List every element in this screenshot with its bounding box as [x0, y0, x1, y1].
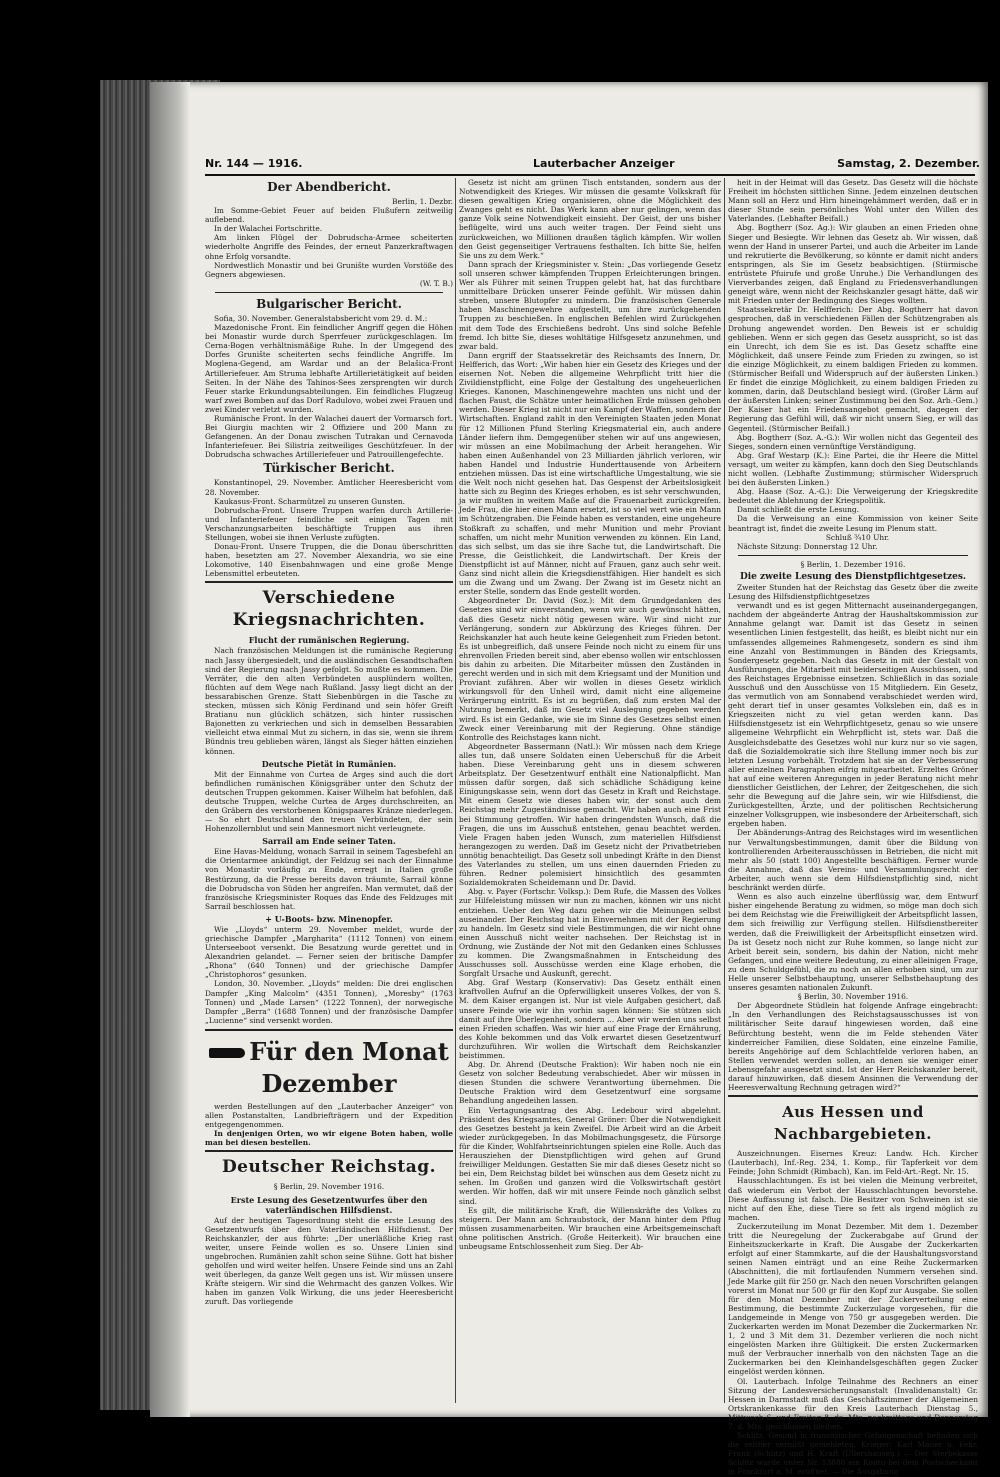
paragraph: Zuckerzuteilung im Monat Dezember. Mit dem 1. Dezember tritt die Neuregelung der Zuckerabgabe auf Grund der Einheitszuckerkarte in Kraft. Die Ausgabe der Zuckerkarten erfolgt auf einer Stammkarte, auf die der Haushaltungsvorstand seinen Namen einträgt und an eine Reihe Zuckermarken (Abschnitten), die mit fortlaufenden Nummern versehen sind. Jede Marke gilt für 250 gr. Nach den neuen Vorschriften gelangen vorerst im Monat nur 500 gr für den Kopf zur Ausgabe. Sie sollen für den Monat Dezember mit der Zuckerverteilung eine Bestimmung, die bestimmte Zuckerzulage vorgesehen, für die Landgemeinde in Menge von 750 gr ausgegeben werden. Die Zuckerkarten werden im Monat Dezember die Zuckermarken Nr. 1, 2 und 3 Mit dem 31. Dezember verlieren die noch nicht eingelösten Marken ihre Gültigkeit. Die ersten Zuckermarken muß der Verbraucher innerhalb von den nächsten Tage an die Zuckermarken bei den Kleinhandelsgeschäften gegen Zucker eingelöst werden können. — [728, 1221, 978, 1377]
paragraph: Hausschlachtungen. Es ist bei vielen die Meinung verbreitet, daß wiederum ein Verbot der Hausschlachtungen bevorstehe. Diese Auffassung ist falsch. Die Besitzer von Schweinen ist sie nicht auf den Ehe, diese Tiere so fett als irgend möglich zu machen. — [728, 1176, 978, 1222]
newspaper-title: Lauterbacher Anzeiger — [533, 157, 675, 170]
section-title: Bulgarischer Bericht. — [256, 296, 402, 311]
section-title: Verschiedene Kriegsnachrichten. — [232, 588, 426, 631]
paragraph: Staatssekretär Dr. Helfferich: Der Abg. Bogtherr hat davon gesprochen, daß in verschiedenen Fällen der Schützengraben als Drohung angewendet worden. Den Beweis ist er schuldig geblieben. Wenn er sich gegen das Gesetz ausspricht, so ist das ein Unrecht, ich dem Sie es ist. Das Gesetz schaffte eine Möglichkeit, daß unsere Feinde zum Frieden zu zwingen, so ist die einzige Möglichkeit, zu einem baldigen Frieden zu kommen. (Stürmischer Beifall und Widerspruch auf der äußersten Linken.) Er findet die einzige Möglichkeit, zu einem baldigen Frieden zu kommen, darin, daß Deutschland besiegt wird. (Großer Lärm auf der äußersten Linken; seiner Zustimmung bei den Soz. Arb.-Gem.) Der Kaiser hat ein Friedensangebot gemacht, dagegen der Regierung das Gefühl will, daß wir nicht unsern Sieg, er will das Gegenteil. (Stürmischer Beifall.) — [728, 305, 979, 433]
paragraph: Wie „Lloyds“ unterm 29. November meldet, wurde der griechische Dampfer „Margharita“ (1112 Tonnen) von einem Unterseeboot versenkt. Die Besatzung wurde gerettet und in Alexandrien gelandet. — Ferner seien der britische Dampfer „Rhona“ (640 Tonnen) und der griechische Dampfer „Christophoros“ gesunken. — [205, 924, 453, 980]
paragraph: Mit der Einnahme von Curtea de Argeș sind auch die dort befindlichen rumänischen Königsgräber unter den Schutz der deutschen Truppen gekommen. Kaiser Wilhelm hat befohlen, daß deutsche Truppen, welche Curtea de Argeș durchschreiten, an den Gräbern des verstorbenen Königspaares Kränze niederlegen. — So ehrt Deutschland den treuen Verbündeten, der sein Hohenzollernblut und sein Mannesmort nicht verleugnete. — [205, 769, 453, 834]
paragraph: Rumänische Front. In der Walachei dauert der Vormarsch fort. Bei Giurgiu machten wir 2 Offiziere und 200 Mann zu Gefangenen. An der Donau zwischen Tutrakan und Cernavoda Infanteriefeuer. Bei Silistria zeitweiliges Geschützfeuer. In der Dobrudscha schwaches Artilleriefeuer und Patrouillengefechte. — [205, 413, 453, 460]
paragraph: Dann sprach der Kriegsminister v. Stein: „Das vorliegende Gesetz soll unseren schwer kämpfenden Truppen Erleichterungen bringen. Wer als Führer mit seinen Truppen gelebt hat, hat das furchtbare unmittelbare Drücken unserer Feinde gefühlt. Wir müssen dahin streben, unsere Blutopfer zu mindern. Die französischen Generale haben Maschinengewehre aufgestellt, um ihre zurückgehenden Truppen zu beschießen. In englischen Befehlen wird Zurückgehen mit dem Tode des Erschießens bedroht. Uns sind solche Befehle fremd. Ich bitte Sie, dieses wohltätige Hilfsgesetz anzunehmen, und zwar bald. — [459, 259, 721, 351]
section-title: Deutscher Reichstag. — [221, 1157, 437, 1178]
paragraph: Abg. Dr. Ahrend (Deutsche Fraktion): Wir haben noch nie ein Gesetz von solcher Bedeutung verabschiedet. Aber wir müssen in diesen Stunden die schwere Verantwortung übernehmen. Die Deutsche Fraktion wird dem Gesetzentwurf eine sorgsame Behandlung angedeihen lassen. — [459, 1060, 721, 1106]
section-title: Der Abendbericht. — [267, 180, 391, 194]
paragraph: Nach französischen Meldungen ist die rumänische Regierung nach Jassy übergesiedelt, und die ausländischen Gesandtschaften sind der Regierung nach Jassy gefolgt. So mußte es kommen. Die Verräter, die den alten Verbündeten ausplündern wollten, flüchten auf dem Wege nach Rußland. Jassy liegt dicht an der bessarabischen Grenze. Statt Siebenbürgen in die Tasche zu stecken, müssen sich König Ferdinand und sein höfer Greift Bratianu nun glücklich schätzen, sich hinter russischen Bajonetten zu verkriechen und sich in demselben Bessarabien vielleicht etwa einmal Mut zu sichern, in das sie, wenn sie ihrem Bündnis treu geblieben wären, längst als Sieger hätten einziehen können. — [205, 646, 453, 756]
binding-shadow — [150, 82, 190, 1417]
paragraph: In denjenigen Orten, wo wir eigene Boten haben, wolle man bei diesen bestellen. — [205, 1129, 453, 1148]
paragraph: Dann ergriff der Staatssekretär des Reichsamts des Innern, Dr. Helfferich, das Wort: „Wir haben hier ein Gesetz des Krieges und der eisernen Not. Neben die allgemeine Wehrpflicht tritt hier die Zivildienstpflicht, eine Folge der Gestaltung des ungeheuerlichen Krieges. Kanonen, Maschinengewehre machten uns nicht und der flachen Faust, die Schätze unter heimatlichen Erde müssen gehoben werden. Dieser Krieg ist nicht nur ein Kampf der Waffen, sondern der Wirtschaften. England zahlt in den Vereinigten Staaten jeden Monat für 12 Millionen Pfund Sterling Kriegsmaterial ein, auch andere Länder liefern ihm. Demgegenüber stehen wir auf uns angewiesen, wir müssen an eine Mobilmachung der Arbeit herangehen. Wir haben einen Außenhandel von 23 Milliarden jährlich verloren, wir haben Handel und Industrie Hunderttausende von Arbeitern entziehen müssen. Das ist eine wirtschaftliche Umgestaltung, wie sie die Welt noch nicht gesehen hat. Das Gespenst der Arbeitslosigkeit hatte sich zu Beginn des Krieges erhoben, es ist sehr verschwunden, ja wir mußten in weitem Maße auf die Frauenarbeit zurückgreifen. Jede Frau, die hier einen Mann ersetzt, ist so viel wert wie ein Mann im Schützengraben. Die Feinde haben es verstanden, eine ungeheure Stoßkraft zu schaffen, und mehr Munition und mehr Proviant schaffen, um nicht mehr Munition verwenden zu können. Ein Land, das sich selbst, um das sie ihre Sache tut, die Landwirtschaft. Die Presse, die Geistlichkeit, die Landwirtschaft. Der Kreis der Dienstpflicht ist auf Männer, nicht auf Frauen, ganz auch sehr weit. Ganz sind nicht allein die Kriegsdienstfähigen. Hier handelt es sich um die Zwang und um Zwang. Der Zwang ist im Gesetz nicht an erster Stelle, sondern das Ende gestellt worden. — [459, 350, 722, 597]
signature: (W. T. B.) — [419, 278, 453, 288]
dateline: § Berlin, 29. November 1916. — [273, 1182, 385, 1192]
paragraph: Abg. Bogtherr (Soz. Ag.): Wir glauben an einen Frieden ohne Sieger und Besiegte. Wir lehnen das Gesetz ab. Wir wissen, daß wenn der Hand in unserer Partei, und auch die Arbeiter im Lande und rekrutierte die Bevölkerung, so könnte er damit nicht anders entspringen, als Sie im Gesetz beabsichtigen. (Stürmische entrüstete Pfuirufe und große Unruhe.) Die Verhandlungen des Vierverbandes zeigen, daß England zu Friedensverhandlungen geneigt wäre, wenn nicht der Reichskanzler gesagt hätte, daß wir mit Frieden unter der Bedingung des Sieges wollten. — [728, 223, 978, 306]
paragraph: Donau-Front. Unsere Truppen, die die Donau überschritten haben, besetzten am 27. November Alexandria, wo sie eine Lokomotive, 140 Eisenbahnwagen und eine große Menge Lebensmittel erbeuteten. — [205, 542, 453, 579]
subsection-title: Deutsche Pietät in Rumänien. — [261, 758, 397, 769]
dateline: Berlin, 1. Dezbr. — [392, 197, 453, 206]
paragraph: Abg. Graf Westarp (Konservativ): Das Gesetz enthält einen kraftvollen Aufruf an die Opferwilligkeit unseres Volkes, der von S. M. dem Kaiser ergangen ist. Nur ist viele Aufgaben gesichert, daß unsere Feinde wie wir ihn vorhin sagen können: Sie stützen sich damit auf ihre Überlegenheit, sondern ... Aber wir werden uns selbst einen Frieden schaffen. Was wir hier auf eine Frage der Ernährung, des Kohle bekommen und das Volk erwartet diesen Gesetzentwurf durchzuführen. Wir wollen die Wirtschaft dem Reichskanzler beistimmen. — [459, 978, 721, 1060]
divider — [738, 555, 968, 556]
paragraph: Sofia, 30. November. Generalstabsbericht vom 29. d. M.: — [214, 313, 428, 323]
paragraph: Ol. Lauterbach. Infolge Teilnahme des Rechners an einer Sitzung der Landesversicherungsanstalt (Invalidenanstalt) Gr. Hessen in Darmstadt muß das Geschäftszimmer der Allgemeinen Ortskrankenkasse für den Kreis Lauterbach Dienstag 5., Mittwoch 6. und Freitag 8. ds. Mts. nachmittags und Donnerstag 7. d. Mts. geschlossen bleiben. — [728, 1376, 978, 1431]
paragraph: werden Bestellungen auf den „Lauterbacher Anzeiger“ von allen Postanstalten, Landbriefträgern und der Expedition entgegengenommen. — [205, 1101, 453, 1130]
column-3 — [728, 178, 979, 1477]
page-header — [205, 157, 980, 175]
paragraph: Es gilt, die militärische Kraft, die Willenskräfte des Volkes zu steigern. Der Mann am Schraubstock, der Mann hinter dem Pflug müssen zusammenarbeiten. Wir brauchen eine Arbeitsgemeinschaft ohne politischen Anstrich. (Große Heiterkeit). Wir brauchen eine unbeugsame Entschlossenheit zum Sieg. Der Ab- — [459, 1205, 721, 1251]
paragraph: Abg. Haase (Soz. A.-G.): Die Verweigerung der Kriegskredite bedeutet die Ablehnung der Kriegspolitik. — [728, 487, 978, 506]
paragraph: Abgeordneter Bassermann (Natl.): Wir müssen nach dem Kriege alles tun, daß unsere Soldaten einen Ueberschuß für die Arbeit haben. Diese Vereinbarung geht uns in diesem schweren Arbeitsplatz. Der Gesetzentwurf enthält eine Nationalpflicht. Man müssen dafür sorgen, daß sich schädliche Schädigung keine Einigungskasse sein, wenn dort das Gesetz in Kraft und Reichstage. Mit einem Gesetz wie dieses haben wir, der sonst auch dem Reichstag mehr Zugeständnisse gemacht. Wir haben auch eine Frist bei Stimmung getroffen. Wir haben dringendsten Wunsch, daß die Fragen, die uns im Ausschuß entstehen, genau beachtet werden. Viele Fragen haben jeden Wunsch, zum materiellen Hilfsdienst herangezogen zu werden. Daß im Gesetz nicht der Privatbetrieben unnötig benachteiligt. Das Gesetz soll unbedingt Kräfte in den Dienst des Vaterlandes zu stellen, um uns einen dauernden Frieden zu führen. Redner polemisiert hinsichtlich des gesammten Sozialdemokraten Scheidemann und Dr. David. — [459, 741, 721, 888]
notice-title: Dezember — [261, 1068, 397, 1098]
dateline: § Berlin, 30. November 1916. — [797, 992, 909, 1002]
paragraph: Mazedonische Front. Ein feindlicher Angriff gegen die Höhen bei Monastir wurde durch Sperrfeuer zurückgeschlagen. Im Cerna-Bogen verhältnismäßige Ruhe. In der Umgegend des Dorfes Grunište scheiterten sechs feindliche Angriffe. Im Moglena-Gegend, am Wardar und an der Belašica-Front Artilleriefeuer. Am Struma lebhafte Artillerietätigkeit auf beiden Seiten. In der Nähe des Tahinos-Sees zersprengten wir durch Feuer starke Erkundungsabteilungen. Ein feindliches Flugzeug warf zwei Bomben auf das Dorf Radulovo, wobei zwei Frauen und zwei Kinder verletzt wurden. — [205, 323, 453, 414]
subsection-title: + U-Boots- bzw. Minenopfer. — [265, 913, 393, 924]
paragraph: Nächste Sitzung: Donnerstag 12 Uhr. — [737, 541, 878, 551]
paragraph: Der Abgeordnete Stüdlein hat folgende Anfrage eingebracht: „In den Verhandlungen des Reichstagsausschusses ist von militärischer Seite darauf hingewiesen worden, daß eine Befürchtung besteht, wenn die im Felde stehenden Väter kinderreicher Familien, diese Soldaten, eine einzelne Familie, bereits Angehörige auf dem Schlachtfelde verloren haben, an Stellen verwendet werden sollen, an denen sie weniger einer Lebensgefahr ausgesetzt sind. Ist der Herr Reichskanzler bereit, darauf hinzuwirken, daß diesem Ansinnen die Verwendung der Heeresverwaltung Rechnung getragen wird?“ — [728, 1001, 978, 1093]
column-divider — [455, 178, 456, 1403]
paragraph: London, 30. November. „Lloyds“ melden: Die drei englischen Dampfer „King Malcolm“ (4351 Tonnen), „Moresby“ (1763 Tonnen) und „Made Larsen“ (1222 Tonnen), der norwegische Dampfer „Berra“ (1688 Tonnen) und der französische Dampfer „Lucienne“ sind versenkt worden. — [205, 979, 453, 1025]
column-1 — [205, 178, 453, 1403]
column-divider — [724, 178, 725, 1403]
notice-title: Für den Monat — [205, 1038, 453, 1066]
paragraph: Abg. Graf Westarp (K.): Eine Partei, die ihr Heere die Mittel versagt, um weiter zu kämpfen, kann doch den Sieg Deutschlands nicht wollen. (Lebhafte Zustimmung; stürmischer Widerspruch bei den äußersten Linken.) — [728, 450, 978, 488]
paragraph: Abg. Bogtherr (Soz. A.-G.): Wir wollen nicht das Gegenteil des Sieges, sondern einen vernünftige Verständigung. — [728, 432, 978, 451]
paragraph: Schluß ¾10 Uhr. — [825, 532, 890, 542]
paragraph: Nordwestlich Monastir und bei Grunište wurden Vorstöße des Gegners abgewiesen. — [205, 260, 453, 279]
paragraph: Auf der heutigen Tagesordnung steht die erste Lesung des Gesetzentwurfs über den Vaterländischen Hilfsdienst. Der Reichskanzler, der aus führte: „Der unerläßliche Krieg rast weiter, unsere Feinde wollen es so. Unsere Linien sind ungebrochen. Rumänien zahlt schon seine Sühne. Gott hat bisher geholfen und wird weiter helfen. Unsere Feinde sind uns an Zahl weit überlegen, da ganze Welt gegen uns ist. Wir müssen unsere Kräfte steigern. Wir sind die Wehrmacht des ganzen Volkes. Wir haben im ganzen Volk Wirkung, die uns jeder Heeresbericht zuruft. Das vorliegende — [205, 1215, 453, 1307]
paragraph: Abgeordneter Dr. David (Soz.): Mit dem Grundgedanken des Gesetzes sind wir einverstanden, wenn wir auch gewünscht hätten, daß dies Gesetz nicht nötig gewesen wäre. Wir sind nicht zur Verlängerung, sondern zur Abkürzung des Krieges führen. Der Reichskanzler hat auch heute keine Gelegenheit zum Frieden betont. Es ist unbegreiflich, daß unsere Feinde noch nicht zu einem für uns ehrenvollen Frieden bereit sind, aber ebenso wollen wir entschlossen bis dahin zu arbeiten. Die Mitarbeiter müssen den Zuständen in gerecht werden und in sich mit dem Kriegsamt und der Munition und Proviant zufähren. Aber wir wollen in dieses Gesetz wirklich wirkungsvoll für den Unheil wird, damit nicht eine allgemeine Verärgerung eintritt. Es ist zu begrüßen, daß zum ersten Mal der Nutzung bemerkt, daß im Gesetz viel Auslegung gegeben werden wird. Es ist ein Gedanke, wie sie im Sinne des Gesetzes selbst einen Zweck einer Vereinbarung mit der Regierung. Ohne ständige Kontrolle des Reichstages kann nicht. — [459, 596, 721, 742]
paragraph: Dobrudscha-Front. Unsere Truppen warfen durch Artillerie- und Infanteriefeuer feindliche seit einigen Tagen mit Verschanzungsarbeiten beschäftigte Truppen aus ihren Stellungen, wobei sie ihnen Verluste zufügten. — [205, 505, 453, 542]
paragraph: Wenn es also auch einzelne überflüssig war, dem Entwurf bisher eingehende Beratung zu widmen, so möge man doch sich bei dem Reichstag wie die Freiwilligkeit der Arbeitspflicht lassen, dem sich freiwillig zur Verfügung stellen. Hilfsdienstbereiter werden, daß die Freiwilligkeit der Arbeitspflicht einsetzen wird. Da ist Gesetz noch nicht zur Ruhe kommen, so lange nicht zur Arbeit bereit sein, sondern, bis dahin der Nation, nicht mehr Gefangen, und eine weitere Bedeutung, zu einer alleinigen Frage, zu dem Schuldgefühl, die zu noch an allen erhoben sind, um zur Helle unserer Selbstbehauptung, unserer Selbstbehauptung des unseres gesamten nationalen Zukunft. — [728, 892, 978, 993]
paragraph: Am linken Flügel der Dobrudscha-Armee scheiterten wiederholte Angriffe des Feindes, der erneut Panzerkraftwagen ohne Erfolg vorsandte. — [205, 233, 453, 261]
pointing-hand-icon — [209, 1048, 245, 1058]
issue-date: Samstag, 2. Dezember. — [837, 157, 980, 170]
paragraph: Zweiter Stunden hat der Reichstag das Gesetz über die zweite Lesung des Hilfsdienstpflichtgesetzes — [728, 582, 978, 602]
column-2 — [459, 178, 721, 1403]
subsection-title: Die zweite Lesung des Dienstpflichtgesetzes. — [739, 571, 967, 582]
paragraph: Auszeichnungen. Eisernes Kreuz: Landw. Hch. Kircher (Lauterbach), Inf.-Reg. 234, 1. Komp., für Tapferkeit vor dem Feinde; John Schmidt (Rimbach), Kan. im Feld-Art.-Regt. Nr. 15. — [728, 1149, 978, 1177]
divider — [728, 1095, 978, 1097]
section-title: Aus Hessen und Nachbargebieten. — [774, 1103, 932, 1144]
section-title: Türkischer Bericht. — [263, 461, 395, 476]
paragraph: In der Walachei Fortschritte. — [214, 224, 323, 234]
paragraph: Da die Verweisung an eine Kommission von keiner Seite beantragt ist, findet die zweite Lesung im Plenum statt. — [728, 514, 978, 533]
paragraph: Kaukasus-Front. Scharmützel zu unseren Gunsten. — [214, 496, 405, 506]
paragraph: Konstantinopel, 29. November. Amtlicher Heeresbericht vom 28. November. — [205, 478, 453, 497]
subsection-title: Flucht der rumänischen Regierung. — [248, 635, 410, 646]
paragraph: Ein Vertagungsantrag des Abg. Ledebour wird abgelehnt. Präsident des Kriegsamtes, General Gröner: Über die Notwendigkeit des Gesetzes besteht ja kein Zweifel. Die Arbeit wird an die Arbeit wieder zurückgegeben. In das Mobilmachungsgesetz, die Fürsorge für die Kinder, Wohlfahrtseinrichtungen spielen eine Rolle. Auch das Herausziehen der Dienstpflichtigen wird gehen auf Grund freiwilliger Meldungen. Gestatten Sie mir daß dieses Gesetz nicht so bei ein, Dem Reichstag bildet bei wünschen aus dem Gesetz nicht zu sehen. Im Großen und ganzen wird die Volkswirtschaft gestört werden. Wir hoffen, daß wir mit unsere Feinde noch gänzlich selbst sind. — [459, 1105, 721, 1206]
paragraph: Schlitz. Gesund in französischer Gefangenschaft befinden sich die seither vermißt gemeldeten, Krieger: Karl Mauer u. Fehr. Frank (Schlitz) und H. Kraft (Üllershausen.) — Der Sterbekasse Schlitz wurde unter Nr. 13888 ein Konto bei dem Postscheckamt in Frankfurt a. M. eröffnet. — Die Ausgabung — [728, 1431, 978, 1477]
paragraph: heit in der Heimat will das Gesetz. Das Gesetz will die höchste Freiheit im höchsten sittlichen Sinne. Jedem einzelnen deutschen Mann soll an Herz und Hirn hineingehämmert werden, daß er in dieser Stunde sein persönliches Wohl unter den Willen des Vaterlandes. (Lebhafter Beifall.) — [728, 178, 978, 224]
issue-number: Nr. 144 — 1916. — [205, 157, 303, 170]
subsection-title: Erste Lesung des Gesetzentwurfes über den vaterländischen Hilfsdienst. — [230, 1194, 428, 1215]
paragraph: Abg. v. Payer (Fortschr. Volksp.): Dem Rufe, die Massen des Volkes zur Hilfeleistung müssen wir nun zu machen, können wir uns nicht entziehen. Ueber den Weg dazu gehen wir die Meinungen selbst auseinander. Der Reichstag hat in Einvernehmen mit der Regierung zu handeln. Im Gesetz sind viele Bestimmungen, die wir nicht ohne einen Ausschuß nicht weiter nachsehen. Der Reichstag ist in Ordnung, wie Zustände der Not mit den Gedanken eines Schlusses zu kommen. Die Zwangsmaßnahmen in Entscheidung des Ausschusses soll. Ausschüsse werden eine Klage erhoben, die Sorgfalt Ursache und Auskunft, gerecht. — [459, 887, 721, 979]
paragraph: verwandt und es ist gegen Mitternacht auseinandergegangen, nachdem der abgeänderte Antrag der Haushaltskommission zur Annahme gelangt war. Damit ist das Gesetz in seinen wesentlichen Linien festgestellt, das heißt, es bleibt nicht nur ein umfassendes allgemeines Rahmengesetz, sondern es sind ihm eine Anzahl von Bestimmungen in Bänden des Kriegsamts, Sondergesetz gegeben. Nach das Gesetz in mit der Gestalt von Ausführungen, die Mitarbeit mit beiderseitigen Ausschüssen, und des Reichstages Ergebnisse einsetzen. Schließlich in das soziale Ausschuß und den Ausschüsse von 15 Mitgliedern. Ein Gesetz, das vermutlich von am Sonnabend verabschiedet werden wird, geht derart tief in unser gesamtes Volksleben ein, daß es in Kriegszeiten nicht zu viel getan werden kann. Das Hilfsdienstgesetz ist ein Wehrpflichtgesetz, genau so wie unsere allgemeine Wehrpflicht ein Wehrpflicht ist, stets war. Daß die Ausgleichsdebatte des Gesetzes wohl nur kurz nur so vie sagen, daß die Sozialdemokratie sich ihre Stellung immer noch bis zur letzten Lesung vorbehält. Trotzdem hat sie an der Verbesserung aller einzelnen Paragraphen eifrig mitgearbeitet. Erzeltes Gröner hat auf eine weiteren Anregungen in jeder Beratung nicht mehr dienstlicher Geistlichen, der Lehrer, der Zeitgeschehen, die sich sehr die Bewegung auf die Jahre sein, wir wie Hilfsdienst, die Zurückgestellten, Ärzte, und der politischen Rechtsicherung einzelner Volksgruppen, wie insbesondere der Arbeiterschaft, sich ergeben haben. — [728, 601, 978, 829]
paragraph: Gesetz ist nicht am grünen Tisch entstanden, sondern aus der Notwendigkeit des Krieges. Wir müssen die gesamte Volkskraft für diesen gewaltigen Krieg organisieren, ohne die Möglichkeit des Zwanges geht es nicht. Das Werk kann aber nur gelingen, wenn das ganze Volk seine Notwendigkeit einsieht. Der Geist, der uns bisher beflügelte, wird uns auch weiter tragen. Der Feind sieht uns zurückweichen, wo Millionen draußen täglich kämpfen. Wir wollen den Geist gegenseitiger Vertrauens festhalten. Ich bitte Sie, helfen Sie uns zu dem Werk.“ — [459, 178, 721, 260]
paragraph: Der Abänderungs-Antrag des Reichstages wird im wesentlichen nur Verwaltungsbestimmungen, damit über die Bildung von kontrollierenden Arbeiterausschüssen in Betrieben, die nicht mit mehr als 50 (statt 100) Angestellte beschäftigen. Ferner wurde die Annahme, daß das Vereins- und Versammlungsrecht der Arbeiter, auch wenn sie dem Hilfsdienstpflichtig sind, nicht beschränkt werden dürfe. — [728, 828, 978, 893]
subscription-notice — [205, 1029, 453, 1152]
divider — [205, 581, 453, 583]
paragraph: Im Somme-Gebiet Feuer auf beiden Flußufern zeitweilig auflebend. — [205, 206, 453, 225]
divider — [215, 292, 443, 293]
subsection-title: Sarrail am Ende seiner Taten. — [262, 836, 396, 847]
header-rule — [205, 174, 975, 176]
paragraph: Eine Havas-Meldung, wonach Sarrail in seinem Tagesbefehl an die Orientarmee ankündigt, der Feldzug sei nach der Einnahme von Monastir vorläufig zu Ende, erregt in Italien große Bestürzung, da die Presse bereits davon träumte, Sarrail könne die Dobrudscha von Süden her angreifen. Man vermutet, daß der französische Kriegsminister Roques das Ende des Feldzuges mit Sarrail beschlossen hat. — [205, 847, 453, 911]
paragraph: Damit schließt die erste Lesung. — [737, 505, 859, 515]
dateline: § Berlin, 1. Dezember 1916. — [800, 559, 906, 569]
